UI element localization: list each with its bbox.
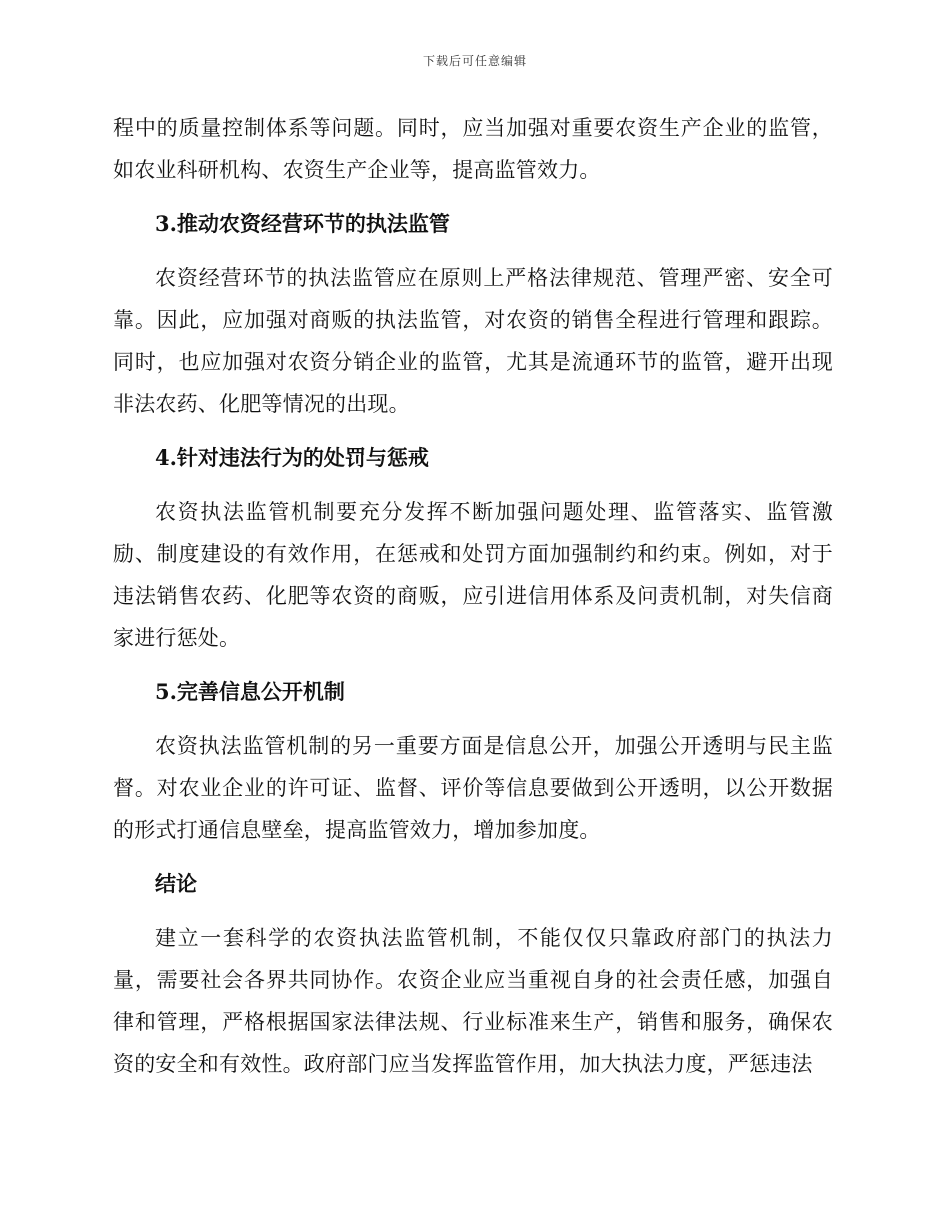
paragraph-section-4: 农资执法监管机制要充分发挥不断加强问题处理、监管落实、监管激励、制度建设的有效作用，在惩戒和处罚方面加强制约和约束。例如，对于违法销售农药、化肥等农资的商贩，应引进信用体系及问责机制，对失信商家进行惩处。 — [113, 500, 833, 650]
paragraph-section-5: 农资执法监管机制的另一重要方面是信息公开，加强公开透明与民主监督。对农业企业的许可证、监督、评价等信息要做到公开透明，以公开数据的形式打通信息壁垒，提高监管效力，增加参加度。 — [113, 734, 833, 842]
header-note: 下载后可任意编辑 — [422, 54, 527, 68]
heading-section-4: 4.针对违法行为的处罚与惩戒 — [155, 445, 429, 470]
document-body — [113, 107, 833, 1097]
heading-conclusion: 结论 — [155, 871, 197, 896]
paragraph-section-3: 农资经营环节的执法监管应在原则上严格法律规范、管理严密、安全可靠。因此，应加强对商贩的执法监管，对农资的销售全程进行管理和跟踪。同时，也应加强对农资分销企业的监管，尤其是流通环节的监管，避开出现非法农药、化肥等情况的出现。 — [113, 266, 833, 416]
paragraph-conclusion: 建立一套科学的农资执法监管机制，不能仅仅只靠政府部门的执法力量，需要社会各界共同协作。农资企业应当重视自身的社会责任感，加强自律和管理，严格根据国家法律法规、行业标准来生产，销售和服务，确保农资的安全和有效性。政府部门应当发挥监管作用，加大执法力度，严惩违法 — [113, 926, 833, 1076]
heading-section-3: 3.推动农资经营环节的执法监管 — [155, 211, 450, 236]
heading-section-5: 5.完善信息公开机制 — [155, 679, 345, 704]
paragraph-quality-control: 程中的质量控制体系等问题。同时，应当加强对重要农资生产企业的监管，如农业科研机构、农资生产企业等，提高监管效力。 — [113, 116, 833, 182]
